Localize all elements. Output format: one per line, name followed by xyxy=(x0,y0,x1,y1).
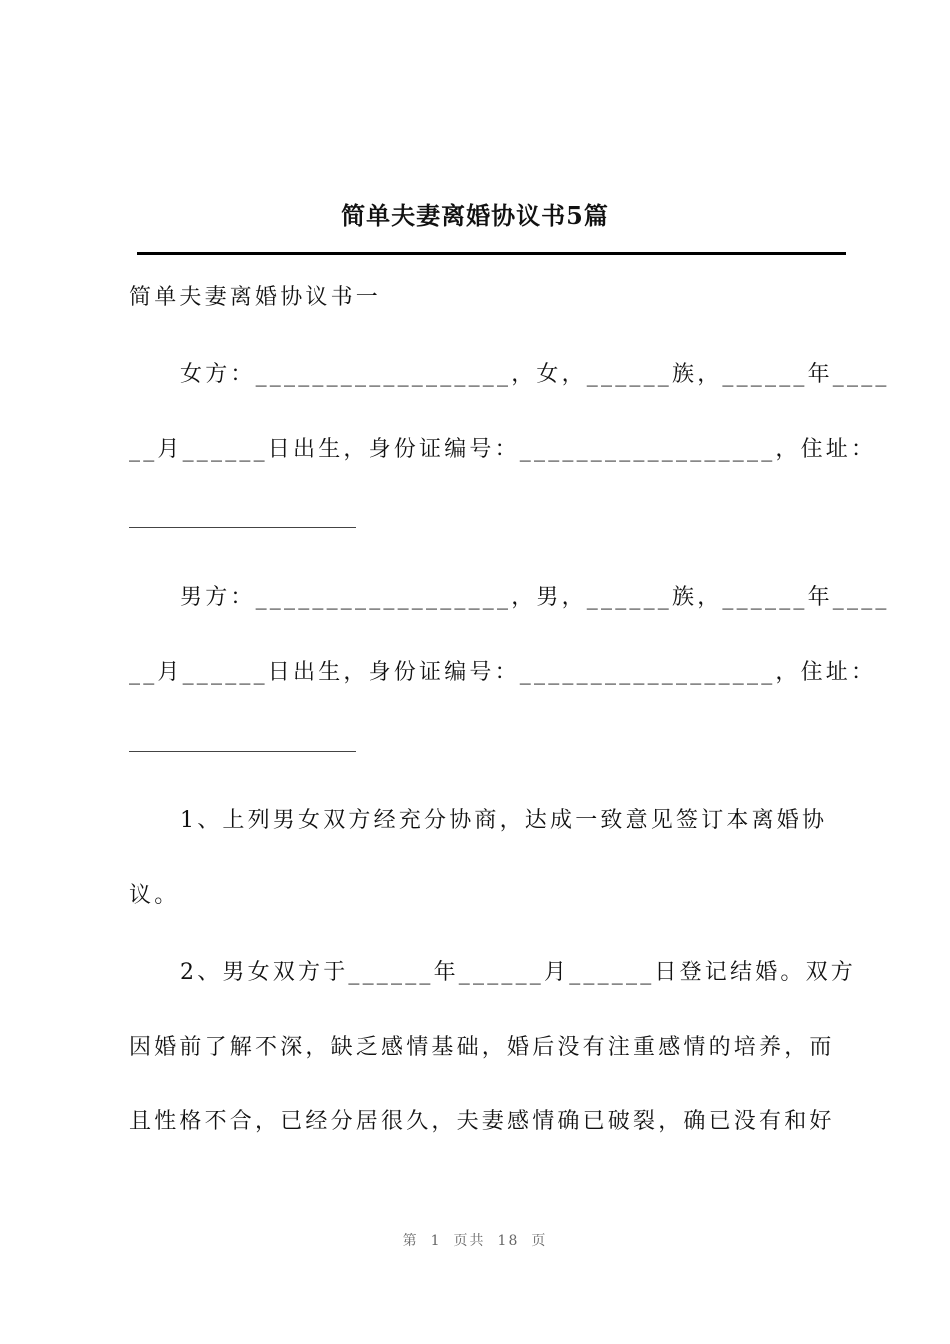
footer-suffix: 页 xyxy=(531,1233,548,1249)
female-party-line-1: 女方：__________________，女，______族，______年____ xyxy=(180,362,890,387)
section-heading: 简单夫妻离婚协议书一 xyxy=(129,285,382,310)
footer-total-pages: 18 xyxy=(497,1233,520,1249)
male-address-blank xyxy=(129,751,356,752)
female-address-blank xyxy=(129,527,356,528)
document-title: 简单夫妻离婚协议书5篇 xyxy=(341,201,609,230)
clause-2-line-1: 2、男女双方于______年______月______日登记结婚。双方 xyxy=(180,960,856,985)
clause-2-line-3: 且性格不合，已经分居很久，夫妻感情确已破裂，确已没有和好 xyxy=(129,1109,835,1134)
title-divider xyxy=(137,252,846,255)
footer-page-number: 1 xyxy=(430,1233,442,1249)
clause-1-line-2: 议。 xyxy=(129,883,180,908)
male-party-line-1: 男方：__________________，男，______族，______年____ xyxy=(180,585,890,610)
clause-2-line-2: 因婚前了解不深，缺乏感情基础，婚后没有注重感情的培养，而 xyxy=(129,1035,835,1060)
clause-1-line-1: 1、上列男女双方经充分协商，达成一致意见签订本离婚协 xyxy=(180,808,828,833)
female-party-line-2: __月______日出生，身份证编号：__________________，住址： xyxy=(129,437,877,462)
footer-mid: 页共 xyxy=(453,1233,486,1249)
male-party-line-2: __月______日出生，身份证编号：__________________，住址： xyxy=(129,660,877,685)
footer-prefix: 第 xyxy=(402,1233,419,1249)
page-footer xyxy=(0,1230,950,1250)
